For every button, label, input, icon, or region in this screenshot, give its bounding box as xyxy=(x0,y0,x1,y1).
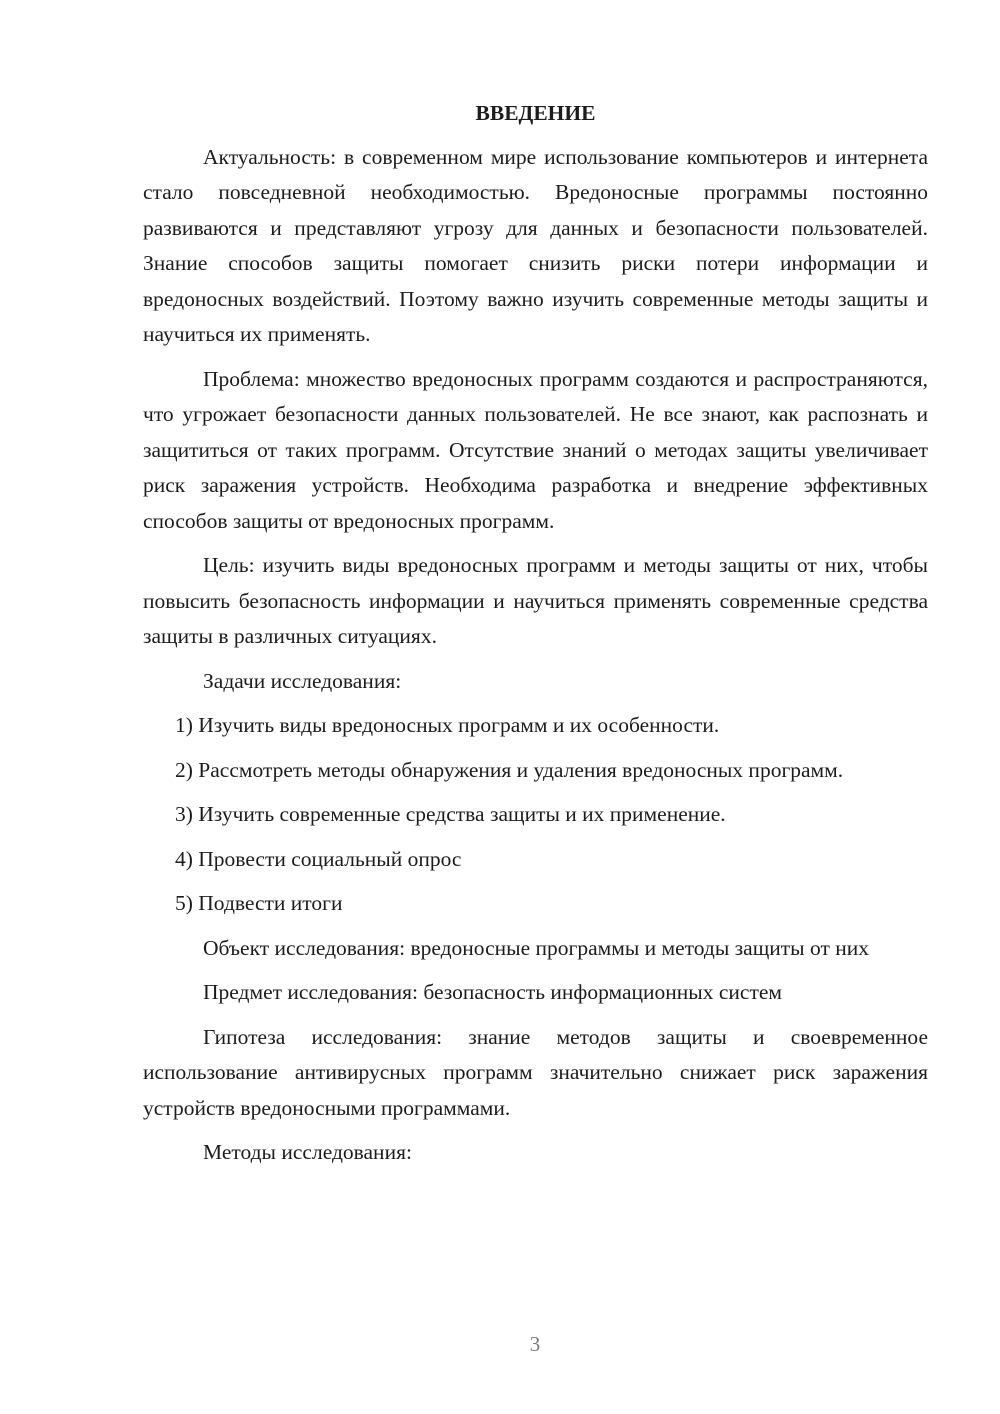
paragraph-problem: Проблема: множество вредоносных программ создаются и распространяются, что угрожает безопасности данных пользователей. Не все знают, как распознать и защититься от таких программ. Отсутствие знаний о методах защиты увеличивает риск заражения устройств. Необходима разработка и внедрение эффективных способов защиты от вредоносных программ. xyxy=(143,366,928,533)
paragraph-hypothesis: Гипотеза исследования: знание методов защиты и своевременное использование антивирусных программ значительно снижает риск заражения устройств вредоносными программами. xyxy=(143,1024,928,1120)
paragraph-tasks-heading: Задачи исследования: xyxy=(203,668,402,693)
page-number: 3 xyxy=(529,1332,541,1356)
paragraph-object: Объект исследования: вредоносные программы и методы защиты от них xyxy=(203,935,869,960)
paragraph-methods-heading: Методы исследования: xyxy=(203,1140,412,1164)
list-item: 2) Рассмотреть методы обнаружения и удаления вредоносных программ. xyxy=(175,757,844,782)
paragraph-subject: Предмет исследования: безопасность информационных систем xyxy=(203,980,782,1004)
list-item: 4) Провести социальный опрос xyxy=(175,846,462,871)
page-title: ВВЕДЕНИЕ xyxy=(475,101,596,125)
list-item: 3) Изучить современные средства защиты и их применение. xyxy=(175,802,726,826)
list-item: 1) Изучить виды вредоносных программ и их особенности. xyxy=(175,713,720,737)
list-item: 5) Подвести итоги xyxy=(175,891,343,915)
paragraph-relevance: Актуальность: в современном мире использование компьютеров и интернета стало повседневной необходимостью. Вредоносные программы постоянно развиваются и представляют угрозу для данных и безопасности пользователей. Знание способов защиты помогает снизить риски потери информации и вредоносных воздействий. Поэтому важно изучить современные методы защиты и научиться их применять. xyxy=(143,144,928,346)
page-content xyxy=(143,96,928,1180)
paragraph-goal: Цель: изучить виды вредоносных программ и методы защиты от них, чтобы повысить безопасность информации и научиться применять современные средства защиты в различных ситуациях. xyxy=(143,553,928,648)
